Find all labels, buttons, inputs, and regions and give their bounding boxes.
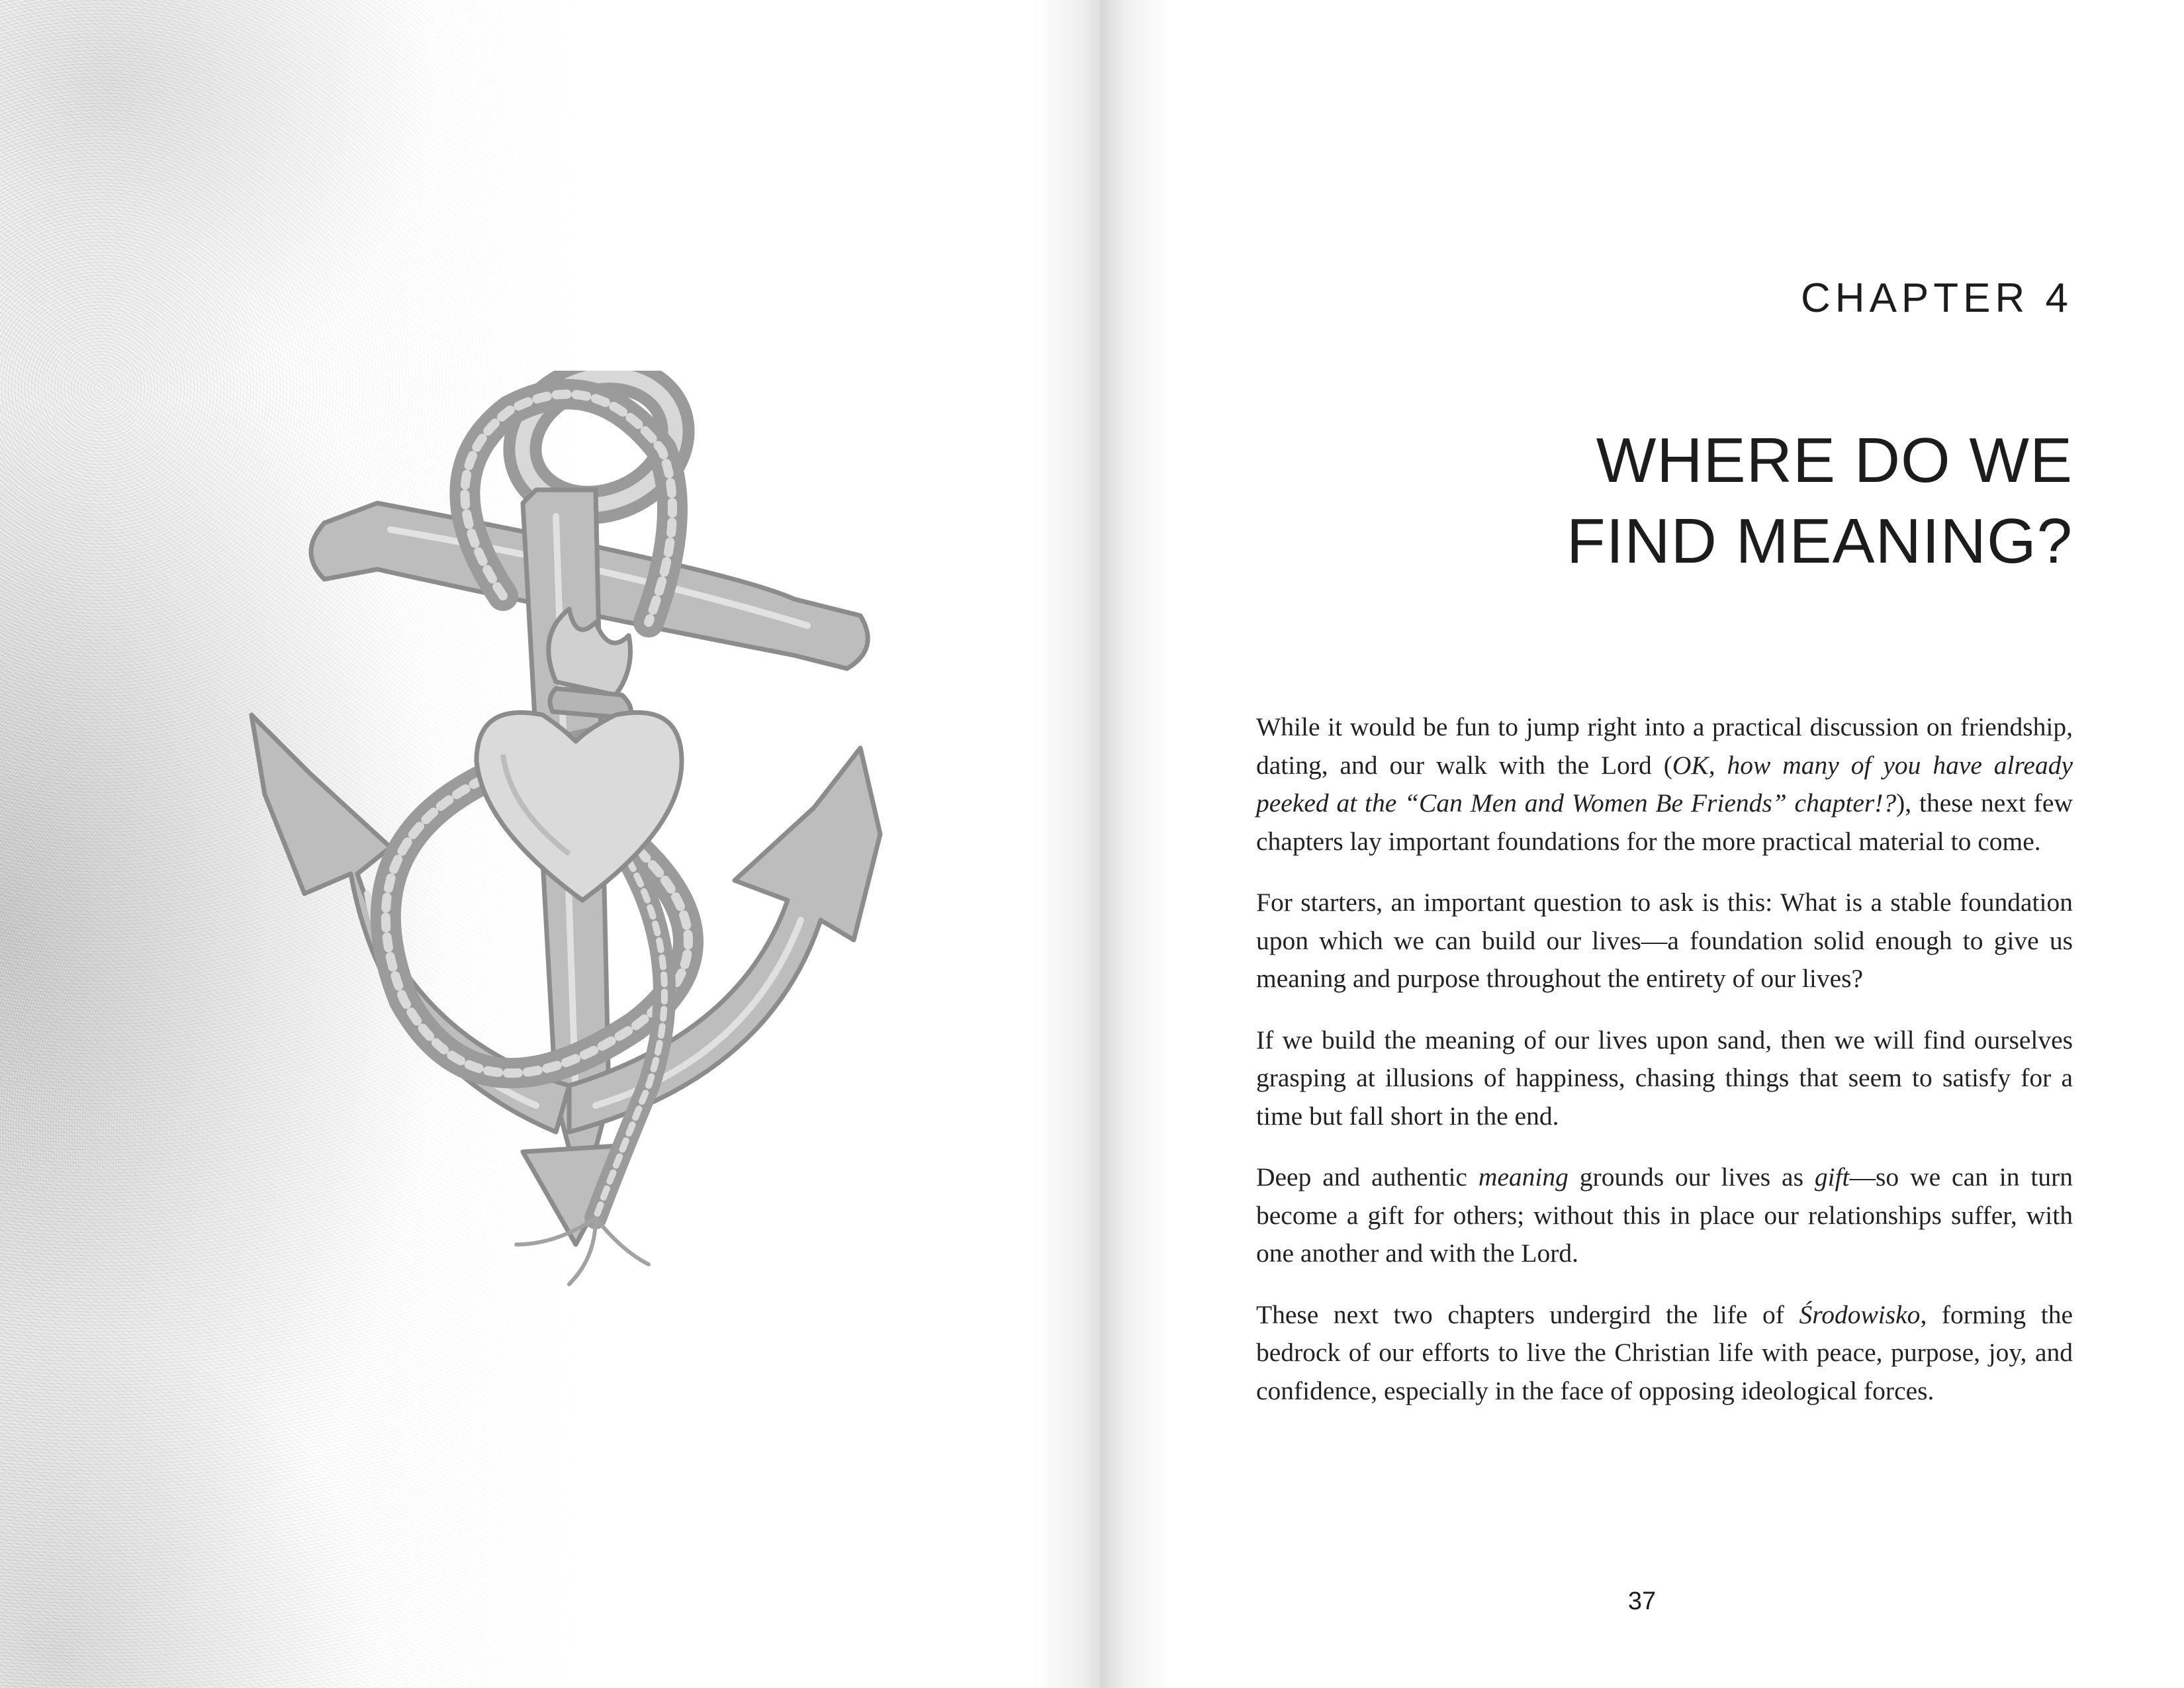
chapter-title	[1411, 420, 2073, 582]
anchor-sacred-heart-rope-icon	[225, 371, 887, 1297]
paragraph-5	[1256, 1296, 2073, 1411]
paragraph-5-text: These next two chapters undergird the life of	[1256, 1299, 1799, 1329]
paragraph-1-italic: OK, how many of you have already peeked at the “Can Men and Women Be Friends” chapter!?	[1256, 750, 2073, 818]
chapter-title-line-2: FIND MEANING?	[1566, 506, 2073, 577]
paragraph-1	[1256, 708, 2073, 861]
chapter-label: CHAPTER 4	[1801, 275, 2073, 321]
paragraph-3: If we build the meaning of our lives upon sand, then we will find ourselves grasping at illusions of happiness, chasing things that seem to satisfy for a time but fall short in the end.	[1256, 1025, 2073, 1131]
page-number: 37	[1627, 1587, 1657, 1615]
gutter-shadow	[1100, 0, 1173, 1688]
paragraph-5-text-end: , forming the bedrock of our efforts to live the Christian life with peace, purpose, joy, and confidence, especially in the face of opposing ideological forces.	[1256, 1299, 2073, 1405]
paragraph-1-text-end: ), these next few chapters lay important foundations for the more practical material to come.	[1256, 788, 2073, 856]
paragraph-5-italic: Środowisko	[1799, 1299, 1921, 1329]
paragraph-1-text: While it would be fun to jump right into a practical discussion on friendship, dating, and our walk with the Lord (	[1256, 712, 2073, 780]
chapter-title-line-1: WHERE DO WE	[1596, 425, 2073, 496]
gutter-shadow	[1032, 0, 1100, 1688]
paragraph-4-text-end: —so we can in turn become a gift for others; without this in place our relationships suffer, with one another and with the Lord.	[1256, 1162, 2073, 1268]
paragraph-4-text-mid: grounds our lives as	[1568, 1162, 1815, 1192]
paragraph-2: For starters, an important question to ask is this: What is a stable foundation upon which we can build our lives—a foundation solid enough to give us meaning and purpose throughout the entirety of our lives?	[1256, 888, 2073, 993]
body-text	[1256, 708, 2073, 1433]
paragraph-4	[1256, 1158, 2073, 1273]
right-page	[1100, 0, 2184, 1688]
paragraph-4-text: Deep and authentic	[1256, 1162, 1479, 1192]
paragraph-4-italic-meaning: meaning	[1478, 1162, 1569, 1192]
paragraph-4-italic-gift: gift	[1814, 1162, 1850, 1192]
